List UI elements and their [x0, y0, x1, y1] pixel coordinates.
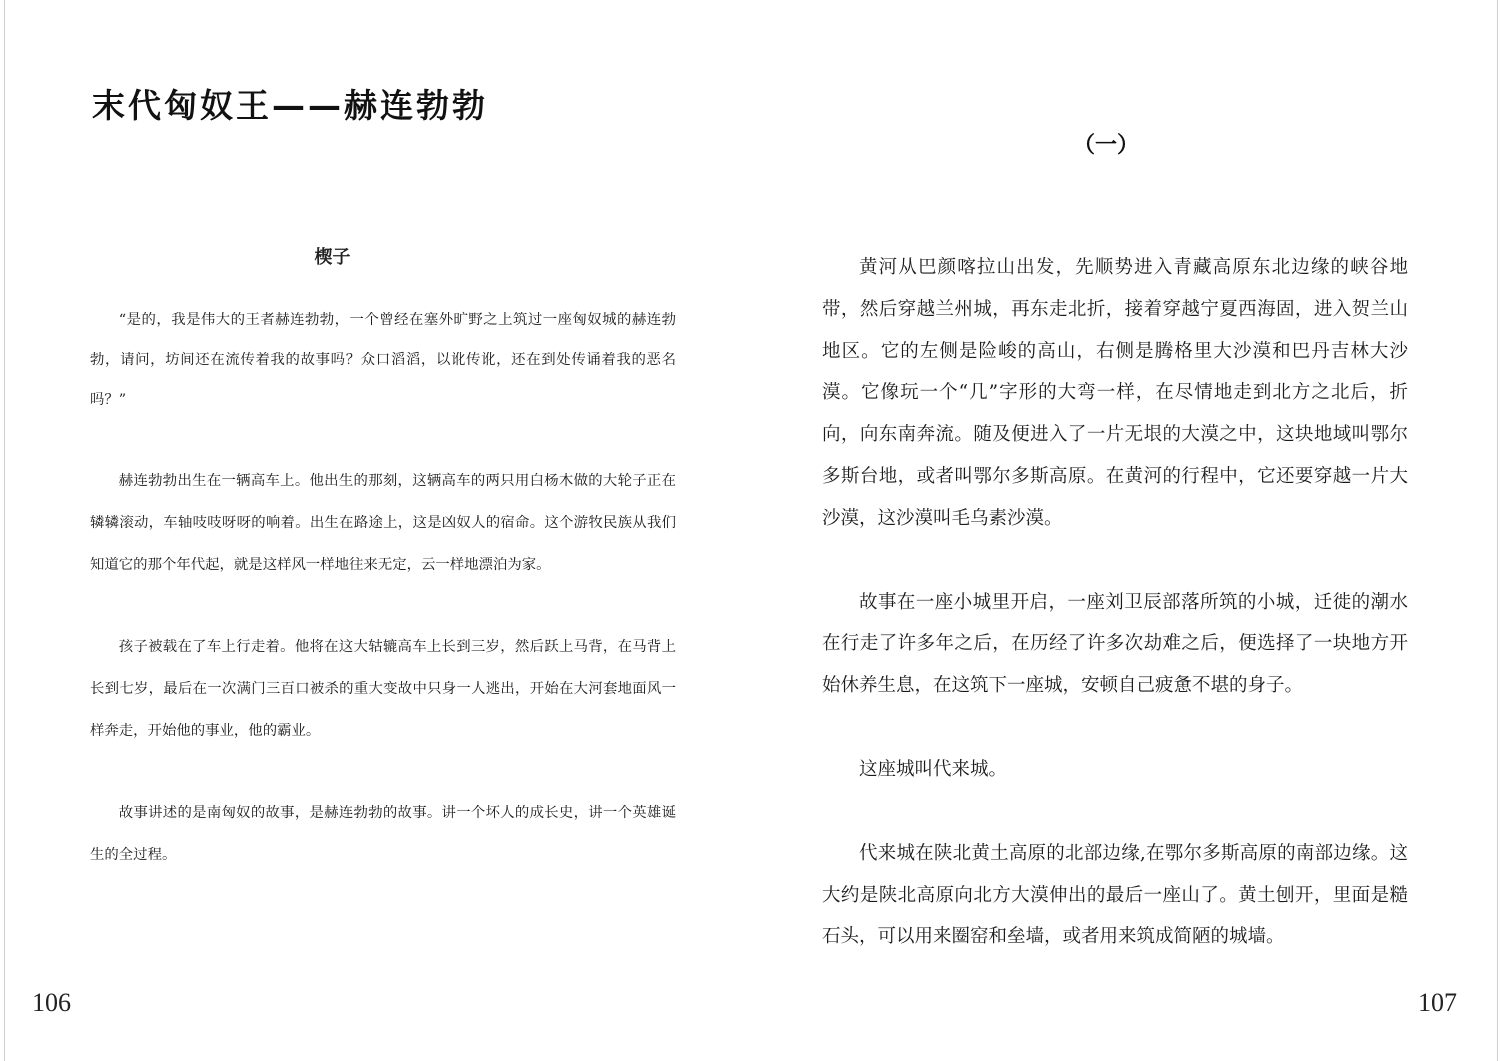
left-paragraph-1: “是的，我是伟大的王者赫连勃勃，一个曾经在塞外旷野之上筑过一座匈奴城的赫连勃勃，请问，坊间还在流传着我的故事吗？众口滔滔，以讹传讹，还在到处传诵着我的恶名吗？” — [90, 312, 676, 408]
book-title: 末代匈奴王——赫连勃勃 — [92, 86, 488, 125]
left-paragraph-4: 故事讲述的是南匈奴的故事，是赫连勃勃的故事。讲一个坏人的成长史，讲一个英雄诞生的全过程。 — [90, 805, 676, 863]
chapter-number: （一） — [1072, 133, 1139, 158]
right-paragraph-1: 黄河从巴颜喀拉山出发，先顺势进入青藏高原东北边缘的峡谷地带，然后穿越兰州城，再东走北折，接着穿越宁夏西海固，进入贺兰山地区。它的左侧是险峻的高山，右侧是腾格里大沙漠和巴丹吉林大沙漠。它像玩一个“几”字形的大弯一样，在尽情地走到北方之北后，折向，向东南奔流。随及便进入了一片无垠的大漠之中，这块地域叫鄂尔多斯台地，或者叫鄂尔多斯高原。在黄河的行程中，它还要穿越一片大沙漠，这沙漠叫毛乌素沙漠。 — [822, 257, 1408, 529]
left-page-body — [90, 300, 676, 916]
left-paragraph-2: 赫连勃勃出生在一辆高车上。他出生的那刻，这辆高车的两只用白杨木做的大轮子正在辚辚滚动，车轴吱吱呀呀的响着。出生在路途上，这是凶奴人的宿命。这个游牧民族从我们知道它的那个年代起，就是这样风一样地往来无定，云一样地漂泊为家。 — [90, 473, 676, 573]
right-paragraph-3: 这座城叫代来城。 — [859, 758, 1008, 780]
section-heading: 楔子 — [314, 247, 351, 268]
page-number-left: 106 — [32, 988, 71, 1017]
right-paragraph-4: 代来城在陕北黄土高原的北部边缘,在鄂尔多斯高原的南部边缘。这大约是陕北高原向北方大漠伸出的最后一座山了。黄土刨开，里面是糙石头，可以用来圈窑和垒墙，或者用来筑成简陋的城墙。 — [822, 842, 1408, 948]
right-paragraph-2: 故事在一座小城里开启，一座刘卫辰部落所筑的小城，迁徙的潮水在行走了许多年之后，在历经了许多次劫难之后，便选择了一块地方开始休养生息，在这筑下一座城，安顿自己疲惫不堪的身子。 — [822, 591, 1408, 697]
page-number-right: 107 — [1418, 988, 1457, 1017]
right-page-body — [822, 247, 1408, 1000]
left-paragraph-3: 孩子被载在了车上行走着。他将在这大轱辘高车上长到三岁，然后跃上马背，在马背上长到七岁，最后在一次满门三百口被杀的重大变故中只身一人逃出，开始在大河套地面风一样奔走，开始他的事业，他的霸业。 — [90, 639, 676, 739]
right-page — [750, 0, 1500, 1061]
